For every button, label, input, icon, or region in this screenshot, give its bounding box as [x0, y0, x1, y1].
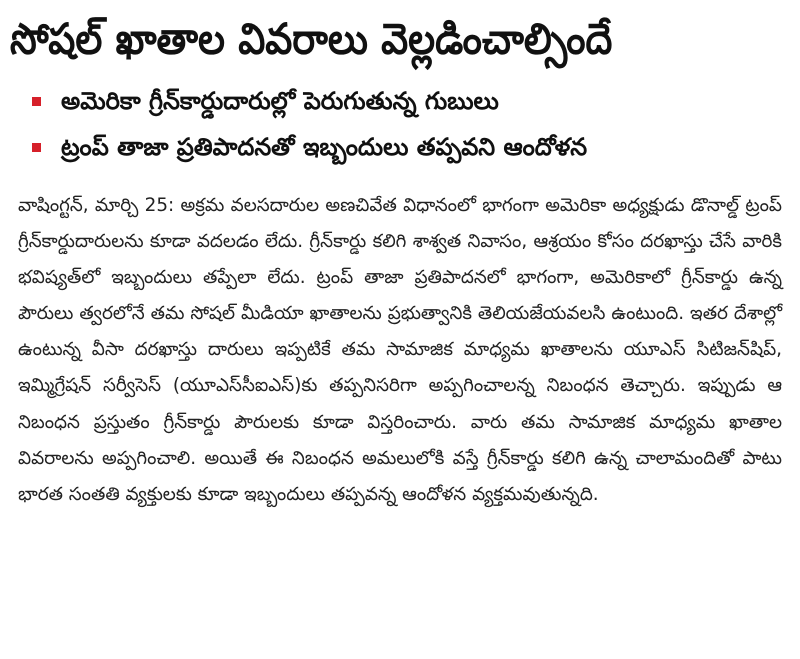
headline: సోషల్ ఖాతాల వివరాలు వెల్లడించాల్సిందే [10, 14, 613, 64]
red-square-bullet-icon [32, 97, 41, 106]
subhead-text: అమెరికా గ్రీన్‌కార్డుదారుల్లో పెరుగుతున్న గుబులు [61, 87, 499, 115]
red-square-bullet-icon [32, 143, 41, 152]
subhead-item [10, 126, 790, 168]
subhead-list [10, 80, 790, 168]
subhead-item [10, 80, 790, 122]
article-body: వాషింగ్టన్, మార్చి 25: అక్రమ వలసదారుల అణచివేత విధానంలో భాగంగా అమెరికా అధ్యక్షుడు డొనాల్డ్ ట్రంప్ గ్రీన్‌కార్డుదారులను కూడా వదలడం లేదు. గ్రీన్‌కార్డు కలిగి శాశ్వత నివాసం, ఆశ్రయం కోసం దరఖాస్తు చేసే వారికి భవిష్యత్‌లో ఇబ్బందులు తప్పేలా లేదు. ట్రంప్ తాజా ప్రతిపాదనలో భాగంగా, అమెరికాలో గ్రీన్‌కార్డు ఉన్న పౌరులు త్వరలోనే తమ సోషల్ మీడియా ఖాతాలను ప్రభుత్వానికి తెలియజేయవలసి ఉంటుంది. ఇతర దేశాల్లో ఉంటున్న వీసా దరఖాస్తు దారులు ఇప్పటికే తమ సామాజిక మాధ్యమ ఖాతాలను యూఎస్ సిటిజన్‌షిప్, ఇమ్మిగ్రేషన్ సర్వీసెస్ (యూఎస్‌సీఐఎస్)కు తప్పనిసరిగా అప్పగించాలన్న నిబంధన తెచ్చారు. ఇప్పుడు ఆ నిబంధన ప్రస్తుతం గ్రీన్‌కార్డు పౌరులకు కూడా విస్తరించారు. వారు తమ సామాజిక మాధ్యమ ఖాతాల వివరాలను అప్పగించాలి. అయితే ఈ నిబంధన అమలులోకి వస్తే గ్రీన్‌కార్డు కలిగి ఉన్న చాలామందితో పాటు భారత సంతతి వ్యక్తులకు కూడా ఇబ్బందులు తప్పవన్న ఆందోళన వ్యక్తమవుతున్నది. [18, 195, 782, 505]
subhead-text: ట్రంప్ తాజా ప్రతిపాదనతో ఇబ్బందులు తప్పవని ఆందోళన [61, 133, 588, 161]
